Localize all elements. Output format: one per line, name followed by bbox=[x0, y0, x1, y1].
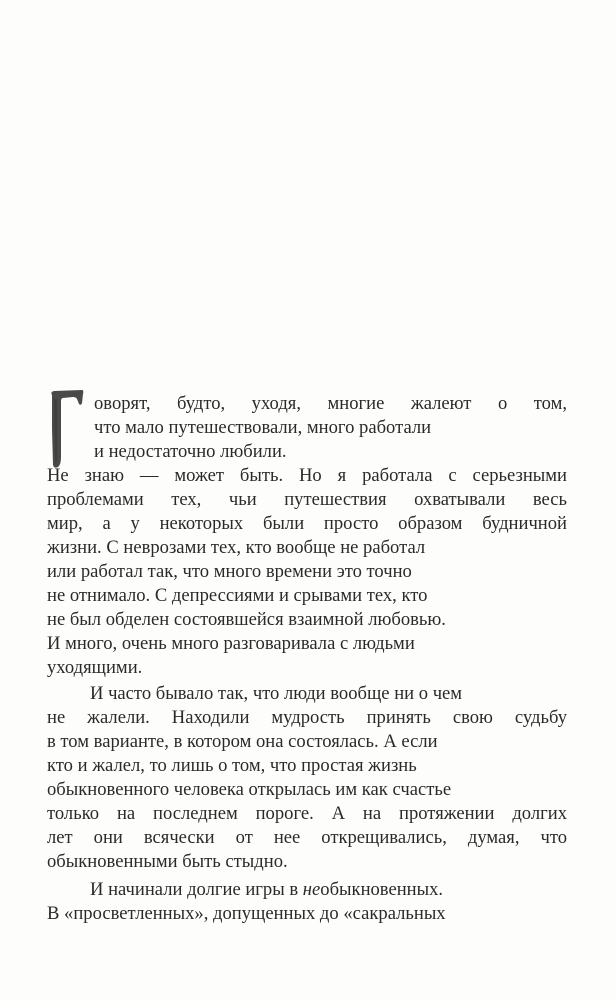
italic-segment: не bbox=[302, 879, 321, 900]
text-line: только на последнем пороге. А на протяжении долгих bbox=[47, 803, 567, 824]
text-segment: обыкновенных. bbox=[320, 879, 444, 900]
text-line: И часто бывало так, что люди вообще ни о чем bbox=[90, 683, 463, 704]
drop-cap-letter bbox=[49, 389, 85, 469]
text-line: что мало путешествовали, много работали bbox=[94, 417, 432, 438]
text-line: в том варианте, в котором она состоялась. А если bbox=[47, 731, 438, 752]
text-line: проблемами тех, чьи путешествия охватывали весь bbox=[47, 489, 567, 510]
text-line: Не знаю — может быть. Но я работала с серьезными bbox=[47, 465, 567, 486]
text-line: не жалели. Находили мудрость принять свою судьбу bbox=[47, 707, 567, 728]
text-line: не был обделен состоявшейся взаимной любовью. bbox=[47, 609, 446, 630]
text-line: мир, а у некоторых были просто образом будничной bbox=[47, 513, 567, 534]
text-line: обыкновенными быть стыдно. bbox=[47, 851, 288, 872]
text-line: оворят, будто, уходя, многие жалеют о том, bbox=[94, 393, 567, 414]
text-line bbox=[90, 878, 443, 902]
text-segment: И начинали долгие игры в bbox=[90, 879, 303, 900]
text-line: лет они всячески от нее открещивались, думая, что bbox=[47, 827, 567, 848]
text-line: обыкновенного человека открылась им как счастье bbox=[47, 779, 452, 800]
text-line: жизни. С неврозами тех, кто вообще не работал bbox=[47, 537, 426, 558]
text-line: и недостаточно любили. bbox=[94, 441, 287, 462]
text-line: И много, очень много разговаривала с людьми bbox=[47, 633, 415, 654]
text-line: В «просветленных», допущенных до «сакральных bbox=[47, 903, 446, 924]
text-line: не отнимало. С депрессиями и срывами тех, кто bbox=[47, 585, 428, 606]
text-line: кто и жалел, то лишь о том, что простая жизнь bbox=[47, 755, 417, 776]
text-line: или работал так, что много времени это точно bbox=[47, 561, 412, 582]
text-line: уходящими. bbox=[47, 657, 143, 678]
